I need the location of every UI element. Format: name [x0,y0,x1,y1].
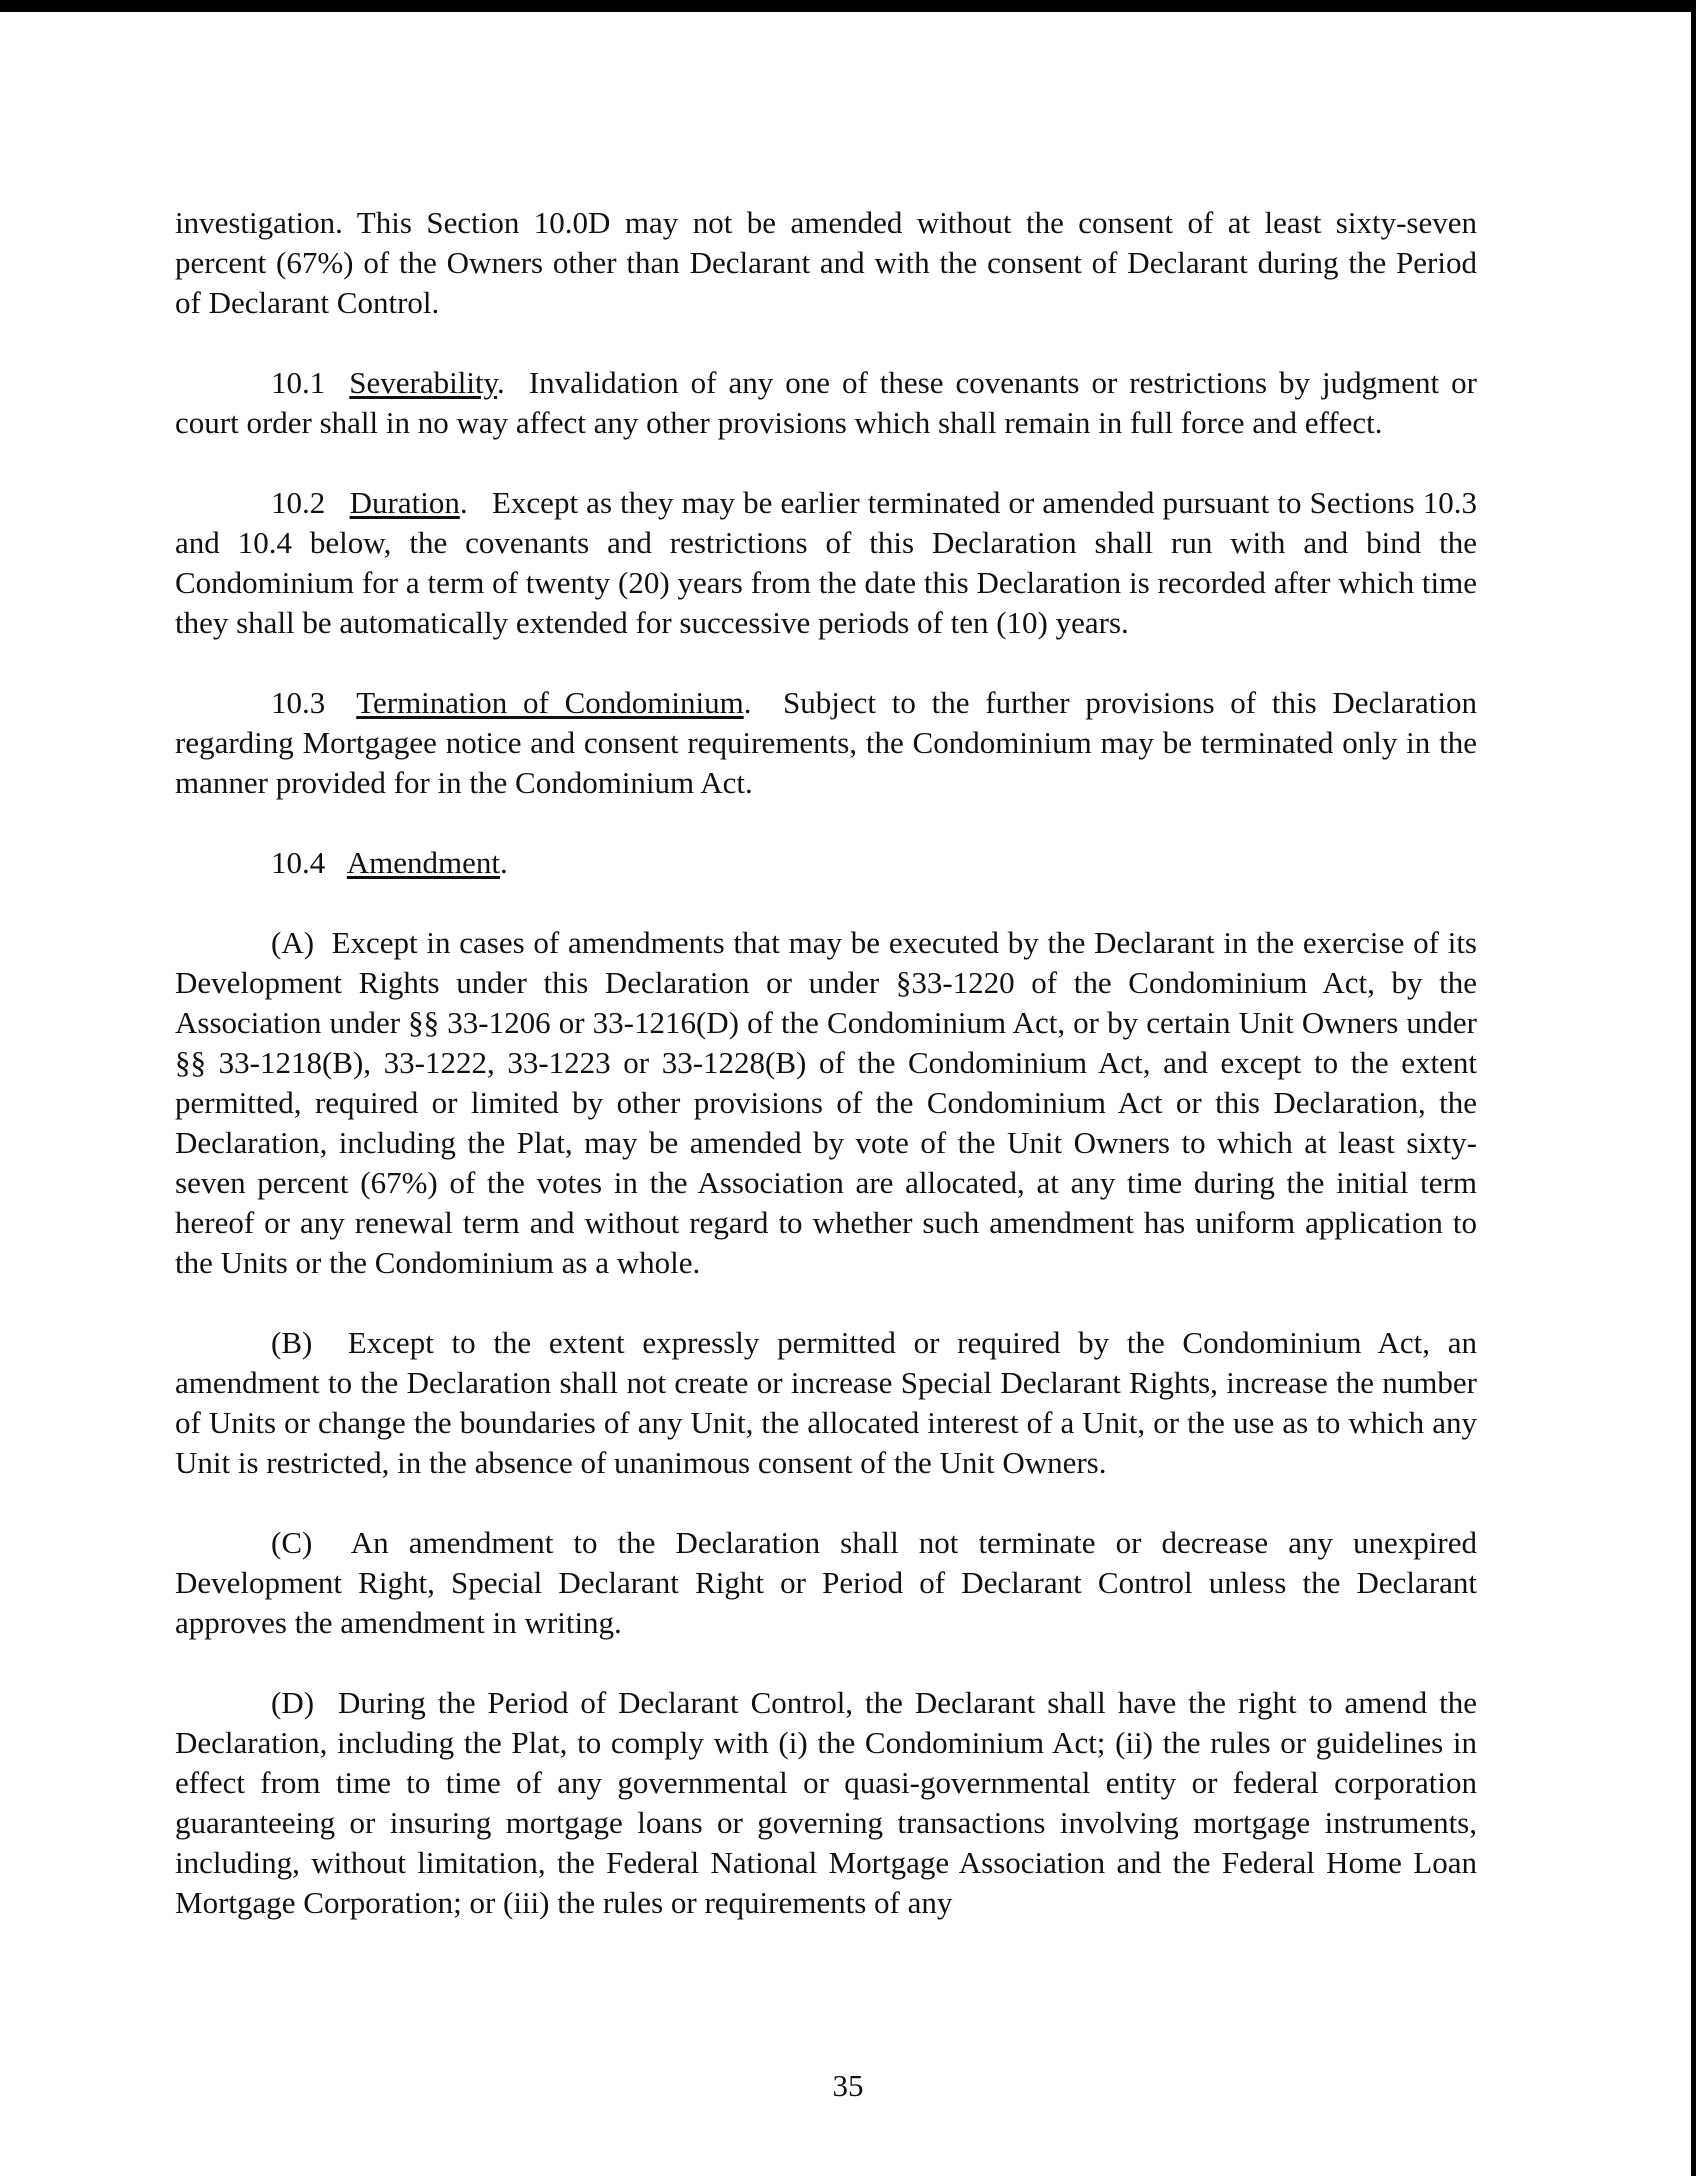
section-10-3: 10.3 Termination of Condominium. Subject to the further provisions of this Declaration regarding Mortgagee notice and consent requirements, the Condominium may be terminated only in the manner provided for in the Condominium Act. [175,685,1478,800]
section-body: Except as they may be earlier terminated or amended pursuant to Sections 10.3 and 10.4 below, the covenants and restrictions of this Declaration shall run with and bind the Condominium for a term of twenty (20) years from the date this Declaration is recorded after which time they shall be automatically extended for successive periods of ten (10) years. [175,485,1478,640]
subsection-b [175,1323,1477,1483]
subsection-a [175,923,1477,1283]
section-body: Subject to the further provisions of this Declaration regarding Mortgagee notice and consent requirements, the Condominium may be terminated only in the manner provided for in the Condominium Act. [175,685,1478,800]
section-number: 10.4 [271,845,326,880]
subsection-text: An amendment to the Declaration shall not terminate or decrease any unexpired Development Right, Special Declarant Right or Period of Declarant Control unless the Declarant approves the amendment in writing. [175,1525,1477,1640]
subsection-c [175,1523,1477,1643]
subsection-label: (A) [271,925,315,960]
section-body: Invalidation of any one of these covenants or restrictions by judgment or court order shall in no way affect any other provisions which shall remain in full force and effect. [175,365,1477,440]
page-number: 35 [832,2068,864,2103]
section-number: 10.3 [271,685,326,720]
subsection-text: During the Period of Declarant Control, the Declarant shall have the right to amend the Declaration, including the Plat, to comply with (i) the Condominium Act; (ii) the rules or guidelines in effect from time to time of any governmental or quasi-governmental entity or federal corporation guaranteeing or insuring mortgage loans or governing transactions involving mortgage instruments, including, without limitation, the Federal National Mortgage Association and the Federal Home Loan Mortgage Corporation; or (iii) the rules or requirements of any [175,1685,1477,1920]
section-heading: Amendment [346,845,501,880]
section-number: 10.2 [271,485,326,520]
section-10-2: 10.2 Duration. Except as they may be earlier terminated or amended pursuant to Sections 10.3 and 10.4 below, the covenants and restrictions of this Declaration shall run with and bind the Condominium for a term of twenty (20) years from the date this Declaration is recorded after which time they shall be automatically extended for successive periods of ten (10) years. [175,485,1478,640]
section-heading: Duration [349,485,460,520]
section-10-1: 10.1 Severability. Invalidation of any one of these covenants or restrictions by judgment or court order shall in no way affect any other provisions which shall remain in full force and effect. [175,365,1477,440]
section-heading: Termination of Condominium [356,685,744,720]
scan-border-top [0,0,1696,12]
subsection-text: Except in cases of amendments that may be executed by the Declarant in the exercise of its Development Rights under this Declaration or under §33-1220 of the Condominium Act, by the Association under §§ 33-1206 or 33-1216(D) of the Condominium Act, or by certain Unit Owners under §§ 33-1218(B), 33-1222, 33-1223 or 33-1228(B) of the Condominium Act, and except to the extent permitted, required or limited by other provisions of the Condominium Act or this Declaration, the Declaration, including the Plat, may be amended by vote of the Unit Owners to which at least sixty-seven percent (67%) of the votes in the Association are allocated, at any time during the initial term hereof or any renewal term and without regard to whether such amendment has uniform application to the Units or the Condominium as a whole. [175,925,1477,1280]
subsection-d [175,1683,1477,1923]
subsection-label: (B) [271,1325,313,1360]
subsection-text: Except to the extent expressly permitted or required by the Condominium Act, an amendment to the Declaration shall not create or increase Special Declarant Rights, increase the number of Units or change the boundaries of any Unit, the allocated interest of a Unit, or the use as to which any Unit is restricted, in the absence of unanimous consent of the Unit Owners. [175,1325,1477,1480]
subsection-label: (D) [271,1685,315,1720]
subsection-label: (C) [271,1525,313,1560]
section-10-4: 10.4 Amendment. [175,843,1477,883]
section-number: 10.1 [271,365,326,400]
section-heading: Severability [349,365,498,400]
scan-border-right [1691,0,1696,2176]
continuation-paragraph: investigation. This Section 10.0D may not be amended without the consent of at least sixty-seven percent (67%) of the Owners other than Declarant and with the consent of Declarant during the Period of Declarant Control. [175,205,1477,320]
document-page [175,203,1477,1923]
